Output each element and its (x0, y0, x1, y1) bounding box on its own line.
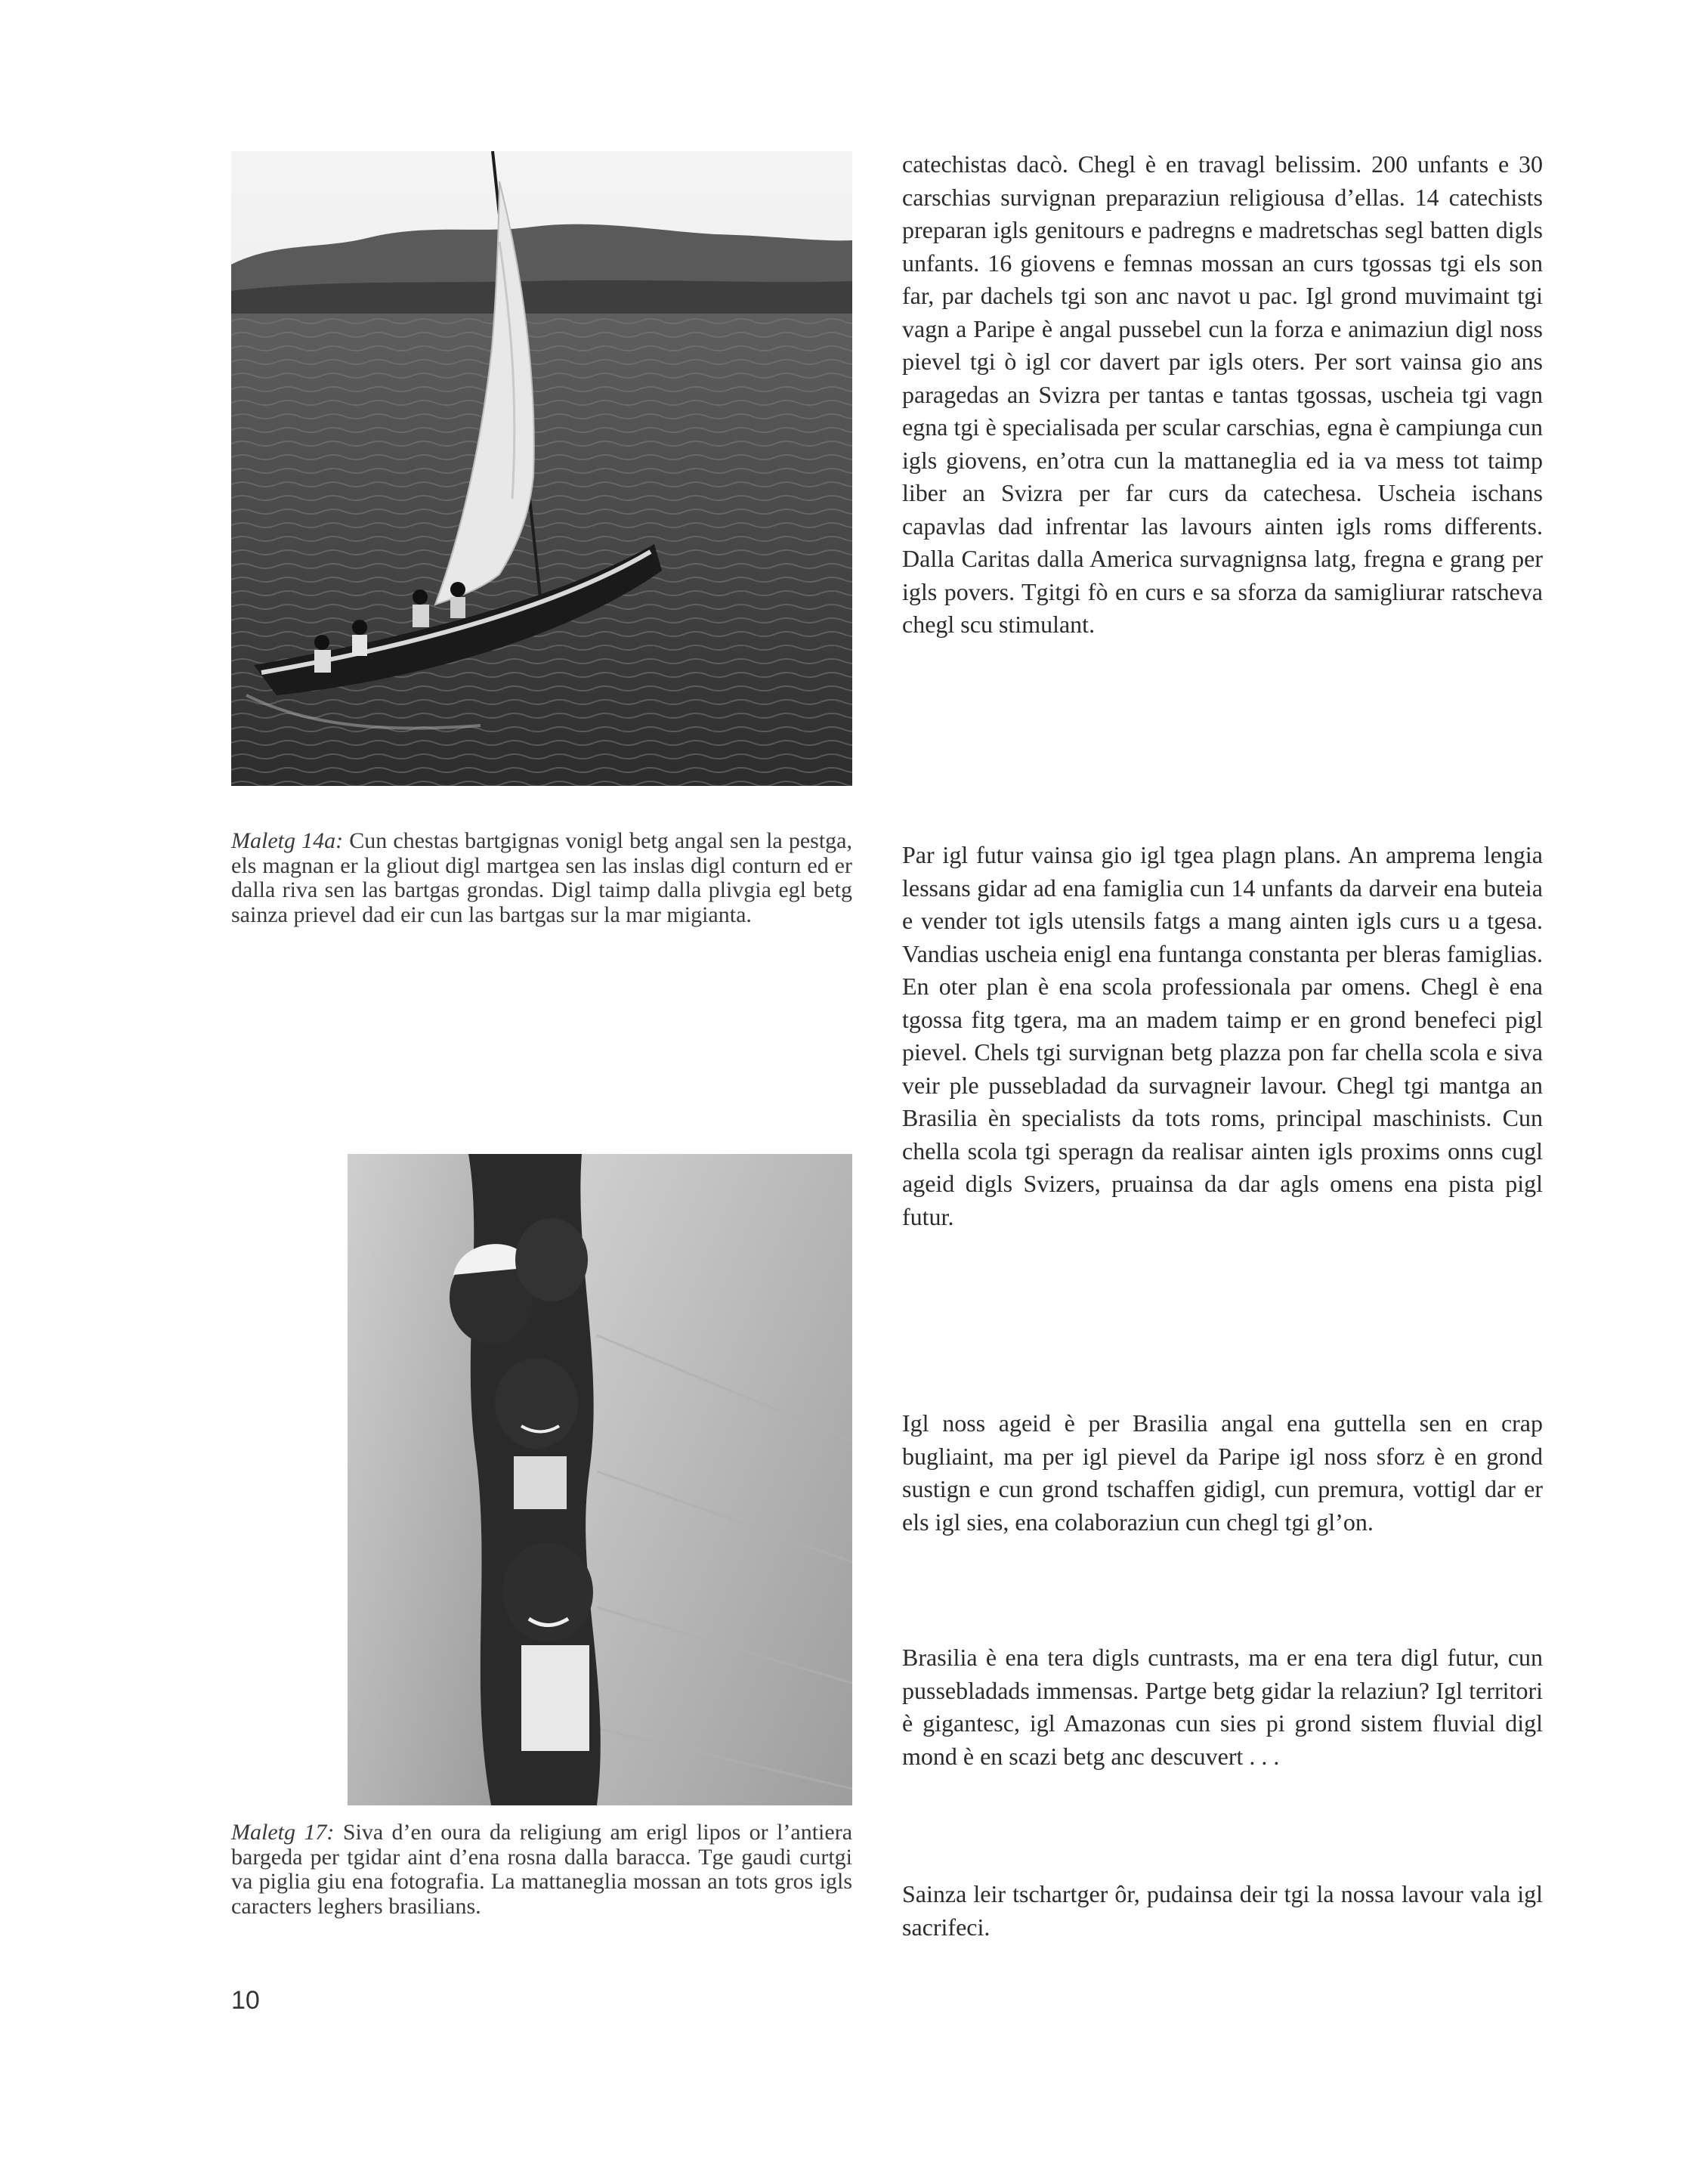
body-paragraph-4 (902, 1641, 1543, 1773)
photo-sailboat (231, 151, 852, 786)
caption-text: Cun chestas bartgignas vonigl betg angal sen la pestga, els magnan er la gliout digl martgea sen las inslas digl conturn ed er dalla riva sen las bartgas grondas. Digl taimp dalla plivgia egl betg sainza prievel dad eir cun las bartgas sur la mar migianta. (231, 828, 852, 927)
caption-photo-17 (231, 1821, 852, 1919)
body-paragraph-5 (902, 1878, 1543, 1944)
children-image (348, 1154, 852, 1805)
page-number: 10 (231, 1986, 260, 2015)
sailboat-image (231, 151, 852, 786)
paragraph-text: catechistas dacò. Chegl è en travagl belissim. 200 unfants e 30 carschias survignan preparaziun religiousa d’ellas. 14 catechists preparan igls genitours e padregns e madretschas segl batten digls unfants. 16 giovens e femnas mossan an curs tgossas tgi els son far, par dachels tgi son anc navot u pac. Igl grond muvimaint tgi vagn a Paripe è angal pussebel cun la forza e animaziun digl noss pievel tgi ò igl cor davert par igls oters. Per sort vainsa gio ans paragedas an Svizra per tantas e tantas tgossas, uscheia tgi vagn egna tgi è specialisada per scular carschias, egna è campiunga cun igls giovens, en’otra cun la mattaneglia ed ia va mess tot taimp liber an Svizra per far curs da catechesa. Uscheia ischans capavlas dad infrentar las lavours ainten igls roms differents. Dalla Caritas dalla America survagnignsa latg, fregna e grang per igls povers. Tgitgi fò en curs e sa sforza da samigliurar ratscheva chegl scu stimulant. (902, 150, 1543, 638)
paragraph-text: Igl noss ageid è per Brasilia angal ena guttella sen en crap bugliaint, ma per igl pievel da Paripe igl noss sforz è en grond sustign e cun grond tschaffen gidigl, cun premura, vottigl dar er els igl sies, ena colaboraziun cun chegl tgi gl’on. (902, 1409, 1543, 1536)
photo-children (348, 1154, 852, 1805)
caption-label: Maletg 17: (231, 1820, 335, 1845)
caption-label: Maletg 14a: (231, 828, 344, 853)
caption-photo-14a (231, 829, 852, 927)
paragraph-text: Sainza leir tschartger ôr, pudainsa deir tgi la nossa lavour vala igl sacrifeci. (902, 1880, 1543, 1941)
body-paragraph-2 (902, 839, 1543, 1233)
body-paragraph-1 (902, 148, 1543, 642)
paragraph-text: Par igl futur vainsa gio igl tgea plagn plans. An amprema lengia lessans gidar ad ena famiglia cun 14 unfants da darveir ena buteia e vender tot igls utensils fatgs a mang ainten igls curs u a tgesa. Vandias uscheia enigl ena funtanga constanta per bleras famiglias. En oter plan è ena scola professionala par omens. Chegl è ena tgossa fitg tgera, ma an madem taimp er en grond benefeci pigl pievel. Chels tgi survignan betg plazza pon far chella scola e siva veir ple pussebladad da survagneir lavour. Chegl tgi mantga an Brasilia èn specialists da tots roms, principal maschinists. Cun chella scola tgi speragn da realisar ainten igls proxims onns cugl ageid digls Svizers, pruainsa da dar agls omens ena pista pigl futur. (902, 841, 1543, 1230)
paragraph-text: Brasilia è ena tera digls cuntrasts, ma er ena tera digl futur, cun pussebladads immensas. Partge betg gidar la relaziun? Igl territori è gigantesc, igl Amazonas cun sies pi grond sistem fluvial digl mond è en scazi betg anc descuvert . . . (902, 1644, 1543, 1770)
caption-text: Siva d’en oura da religiung am erigl lipos or l’antiera bargeda per tgidar aint d’ena rosna dalla baracca. Tge gaudi curtgi va piglia giu ena fotografia. La mattaneglia mossan an tots gros igls caracters leghers brasilians. (231, 1820, 853, 1919)
body-paragraph-3 (902, 1407, 1543, 1539)
